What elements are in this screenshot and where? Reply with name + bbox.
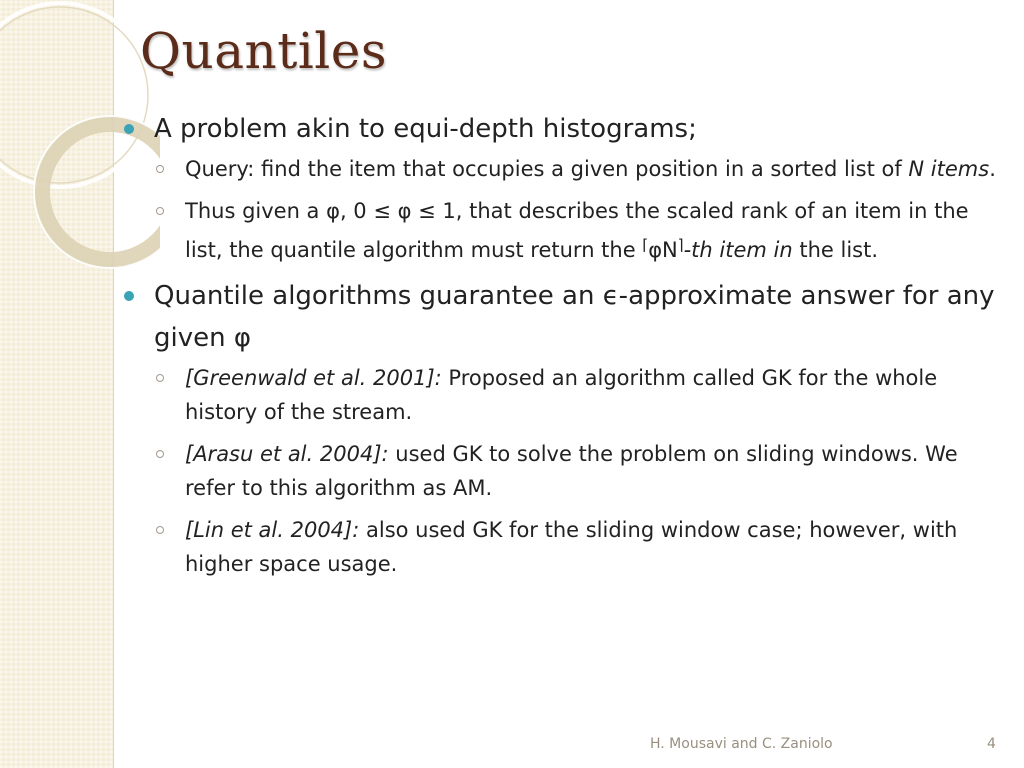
sub-bullet-item — [118, 152, 1008, 186]
sub-bullet-text: . — [989, 157, 996, 181]
sub-bullet-item — [118, 437, 1008, 505]
citation: [Arasu et al. 2004]: — [185, 442, 389, 466]
decorative-side-panel — [0, 0, 114, 768]
sub-bullet-emphasis: N items — [908, 157, 990, 181]
sub-bullet-text: used GK to solve the problem on sliding windows. We refer to this algorithm as AM. — [185, 442, 958, 500]
sub-bullet-text: Query: find the item that occupies a given position in a sorted list of — [185, 157, 909, 181]
ceiling-right-mark: ⌉ — [677, 236, 684, 254]
bullet-item — [118, 275, 1008, 359]
bullet-dot-icon — [124, 124, 134, 134]
slide-content — [118, 108, 1008, 589]
bullet-item — [118, 108, 1008, 150]
sub-bullet-item — [118, 513, 1008, 581]
sub-bullet-emphasis: -th item in — [683, 238, 793, 262]
sub-bullet-ring-icon — [156, 526, 164, 534]
sub-bullet-math: φN — [648, 238, 678, 262]
sub-bullet-ring-icon — [156, 165, 164, 173]
citation: [Lin et al. 2004]: — [185, 518, 360, 542]
page-number: 4 — [987, 736, 996, 752]
sub-bullet-ring-icon — [156, 374, 164, 382]
citation: [Greenwald et al. 2001]: — [185, 366, 442, 390]
sub-bullet-ring-icon — [156, 207, 164, 215]
sub-bullet-text: Thus given a φ, 0 ≤ φ ≤ 1, that describes the scaled rank of an item in the list, the quantile algorithm must return the — [185, 199, 969, 262]
sub-bullet-text: also used GK for the sliding window case; however, with higher space usage. — [185, 518, 958, 576]
sub-bullet-ring-icon — [156, 450, 164, 458]
sub-bullet-text: the list. — [792, 238, 879, 262]
bullet-text: A problem akin to equi-depth histograms; — [154, 114, 697, 144]
footer-authors: H. Mousavi and C. Zaniolo — [650, 736, 833, 752]
sub-bullet-item — [118, 194, 1008, 267]
sub-bullet-text: Proposed an algorithm called GK for the whole history of the stream. — [185, 366, 938, 424]
ceiling-left-mark: ⌈ — [642, 236, 649, 254]
sub-bullet-item — [118, 361, 1008, 429]
bullet-text: Quantile algorithms guarantee an ϵ-approximate answer for any given φ — [154, 281, 995, 353]
bullet-dot-icon — [124, 291, 134, 301]
slide-title: Quantiles — [140, 22, 388, 80]
